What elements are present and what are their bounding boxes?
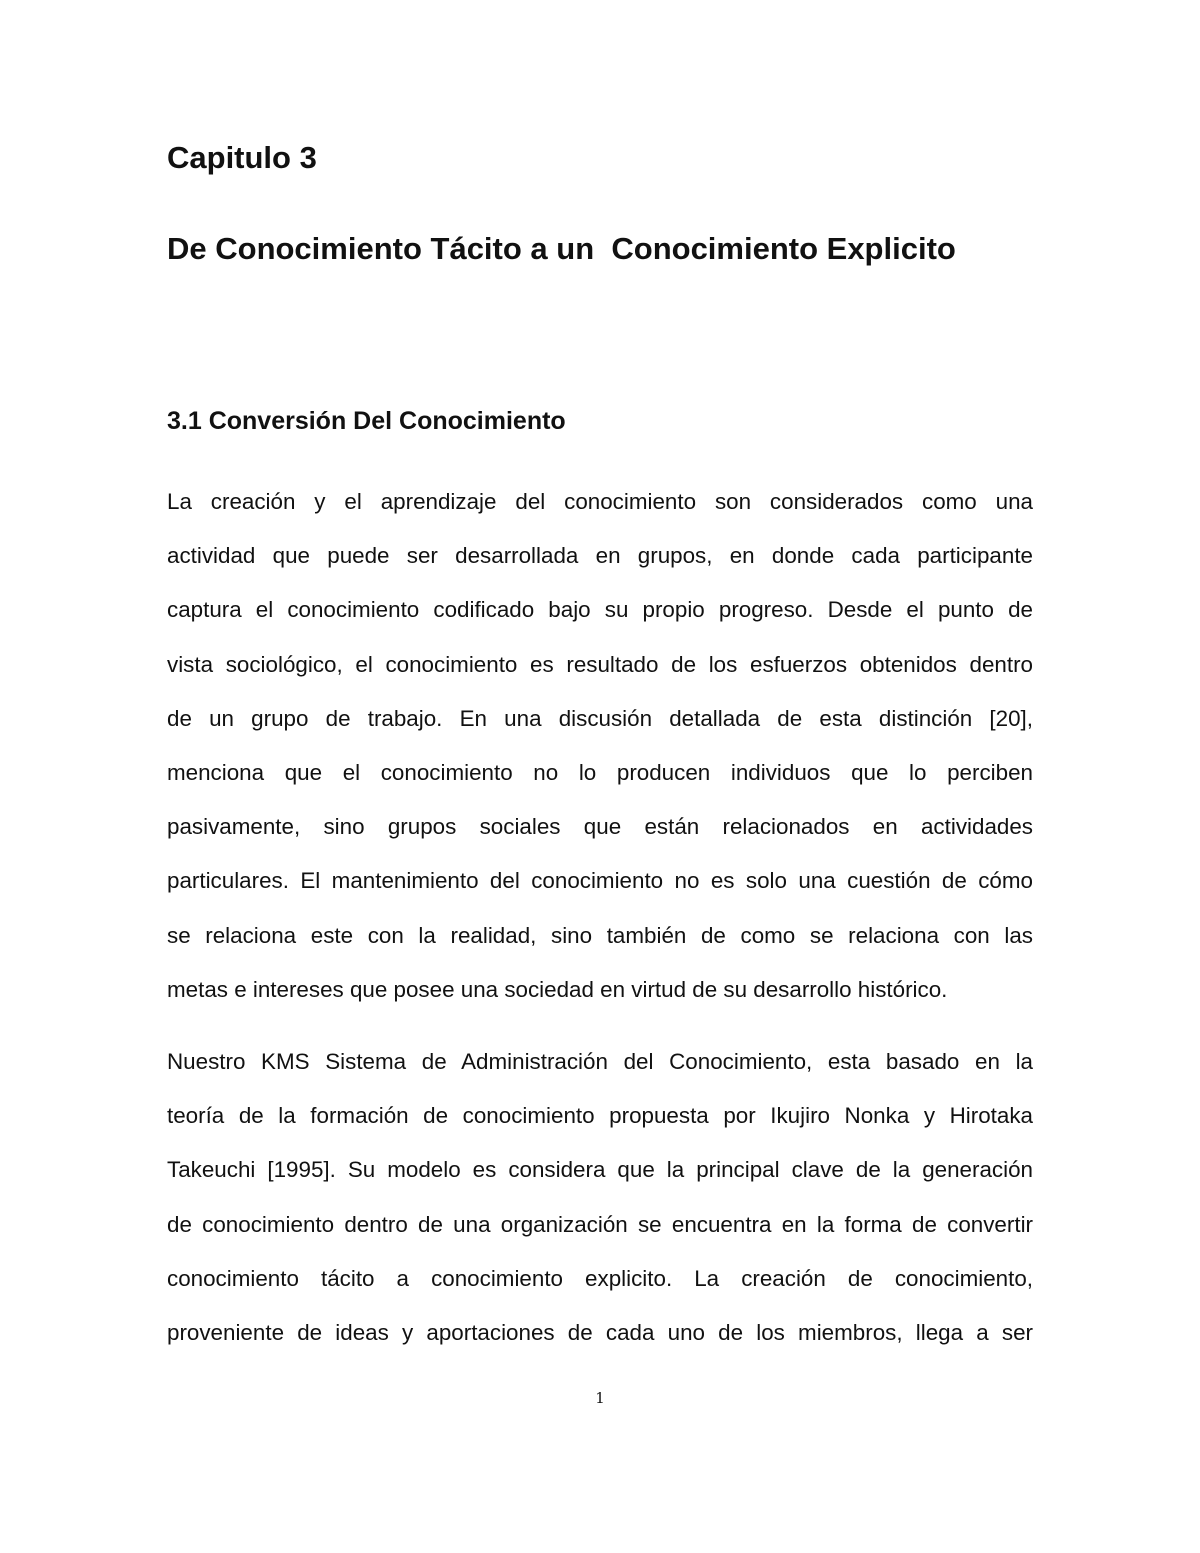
paragraph-line: se relaciona este con la realidad, sino también de como se relaciona con las (167, 922, 1033, 948)
paragraph-1 (167, 475, 1033, 1017)
paragraph-line: Takeuchi [1995]. Su modelo es considera que la principal clave de la generación (167, 1157, 1033, 1183)
paragraph-line: de un grupo de trabajo. En una discusión detallada de esta distinción [20], (167, 705, 1033, 731)
paragraph-line: metas e intereses que posee una sociedad en virtud de su desarrollo histórico. (167, 976, 948, 1002)
page-number: 1 (595, 1389, 605, 1407)
paragraph-line: teoría de la formación de conocimiento propuesta por Ikujiro Nonka y Hirotaka (167, 1103, 1033, 1129)
paragraph-line: La creación y el aprendizaje del conocimiento son considerados como una (167, 489, 1033, 514)
paragraph-line: particulares. El mantenimiento del conocimiento no es solo una cuestión de cómo (167, 868, 1033, 894)
paragraph-line: proveniente de ideas y aportaciones de cada uno de los miembros, llega a ser (167, 1320, 1033, 1346)
chapter-subtitle: De Conocimiento Tácito a un Conocimiento Explicito (167, 231, 956, 266)
section-heading: 3.1 Conversión Del Conocimiento (167, 407, 566, 435)
chapter-title: Capitulo 3 (167, 140, 317, 175)
paragraph-line: captura el conocimiento codificado bajo su propio progreso. Desde el punto de (167, 597, 1033, 623)
paragraph-2 (167, 1035, 1033, 1360)
paragraph-line: pasivamente, sino grupos sociales que están relacionados en actividades (167, 814, 1033, 840)
paragraph-line: Nuestro KMS Sistema de Administración del Conocimiento, esta basado en la (167, 1049, 1033, 1074)
paragraph-line: de conocimiento dentro de una organización se encuentra en la forma de convertir (167, 1211, 1033, 1237)
paragraph-line: actividad que puede ser desarrollada en grupos, en donde cada participante (167, 543, 1033, 569)
paragraph-line: menciona que el conocimiento no lo producen individuos que lo perciben (167, 760, 1033, 786)
paragraph-line: conocimiento tácito a conocimiento explicito. La creación de conocimiento, (167, 1265, 1033, 1291)
paragraph-line: vista sociológico, el conocimiento es resultado de los esfuerzos obtenidos dentro (167, 651, 1033, 677)
